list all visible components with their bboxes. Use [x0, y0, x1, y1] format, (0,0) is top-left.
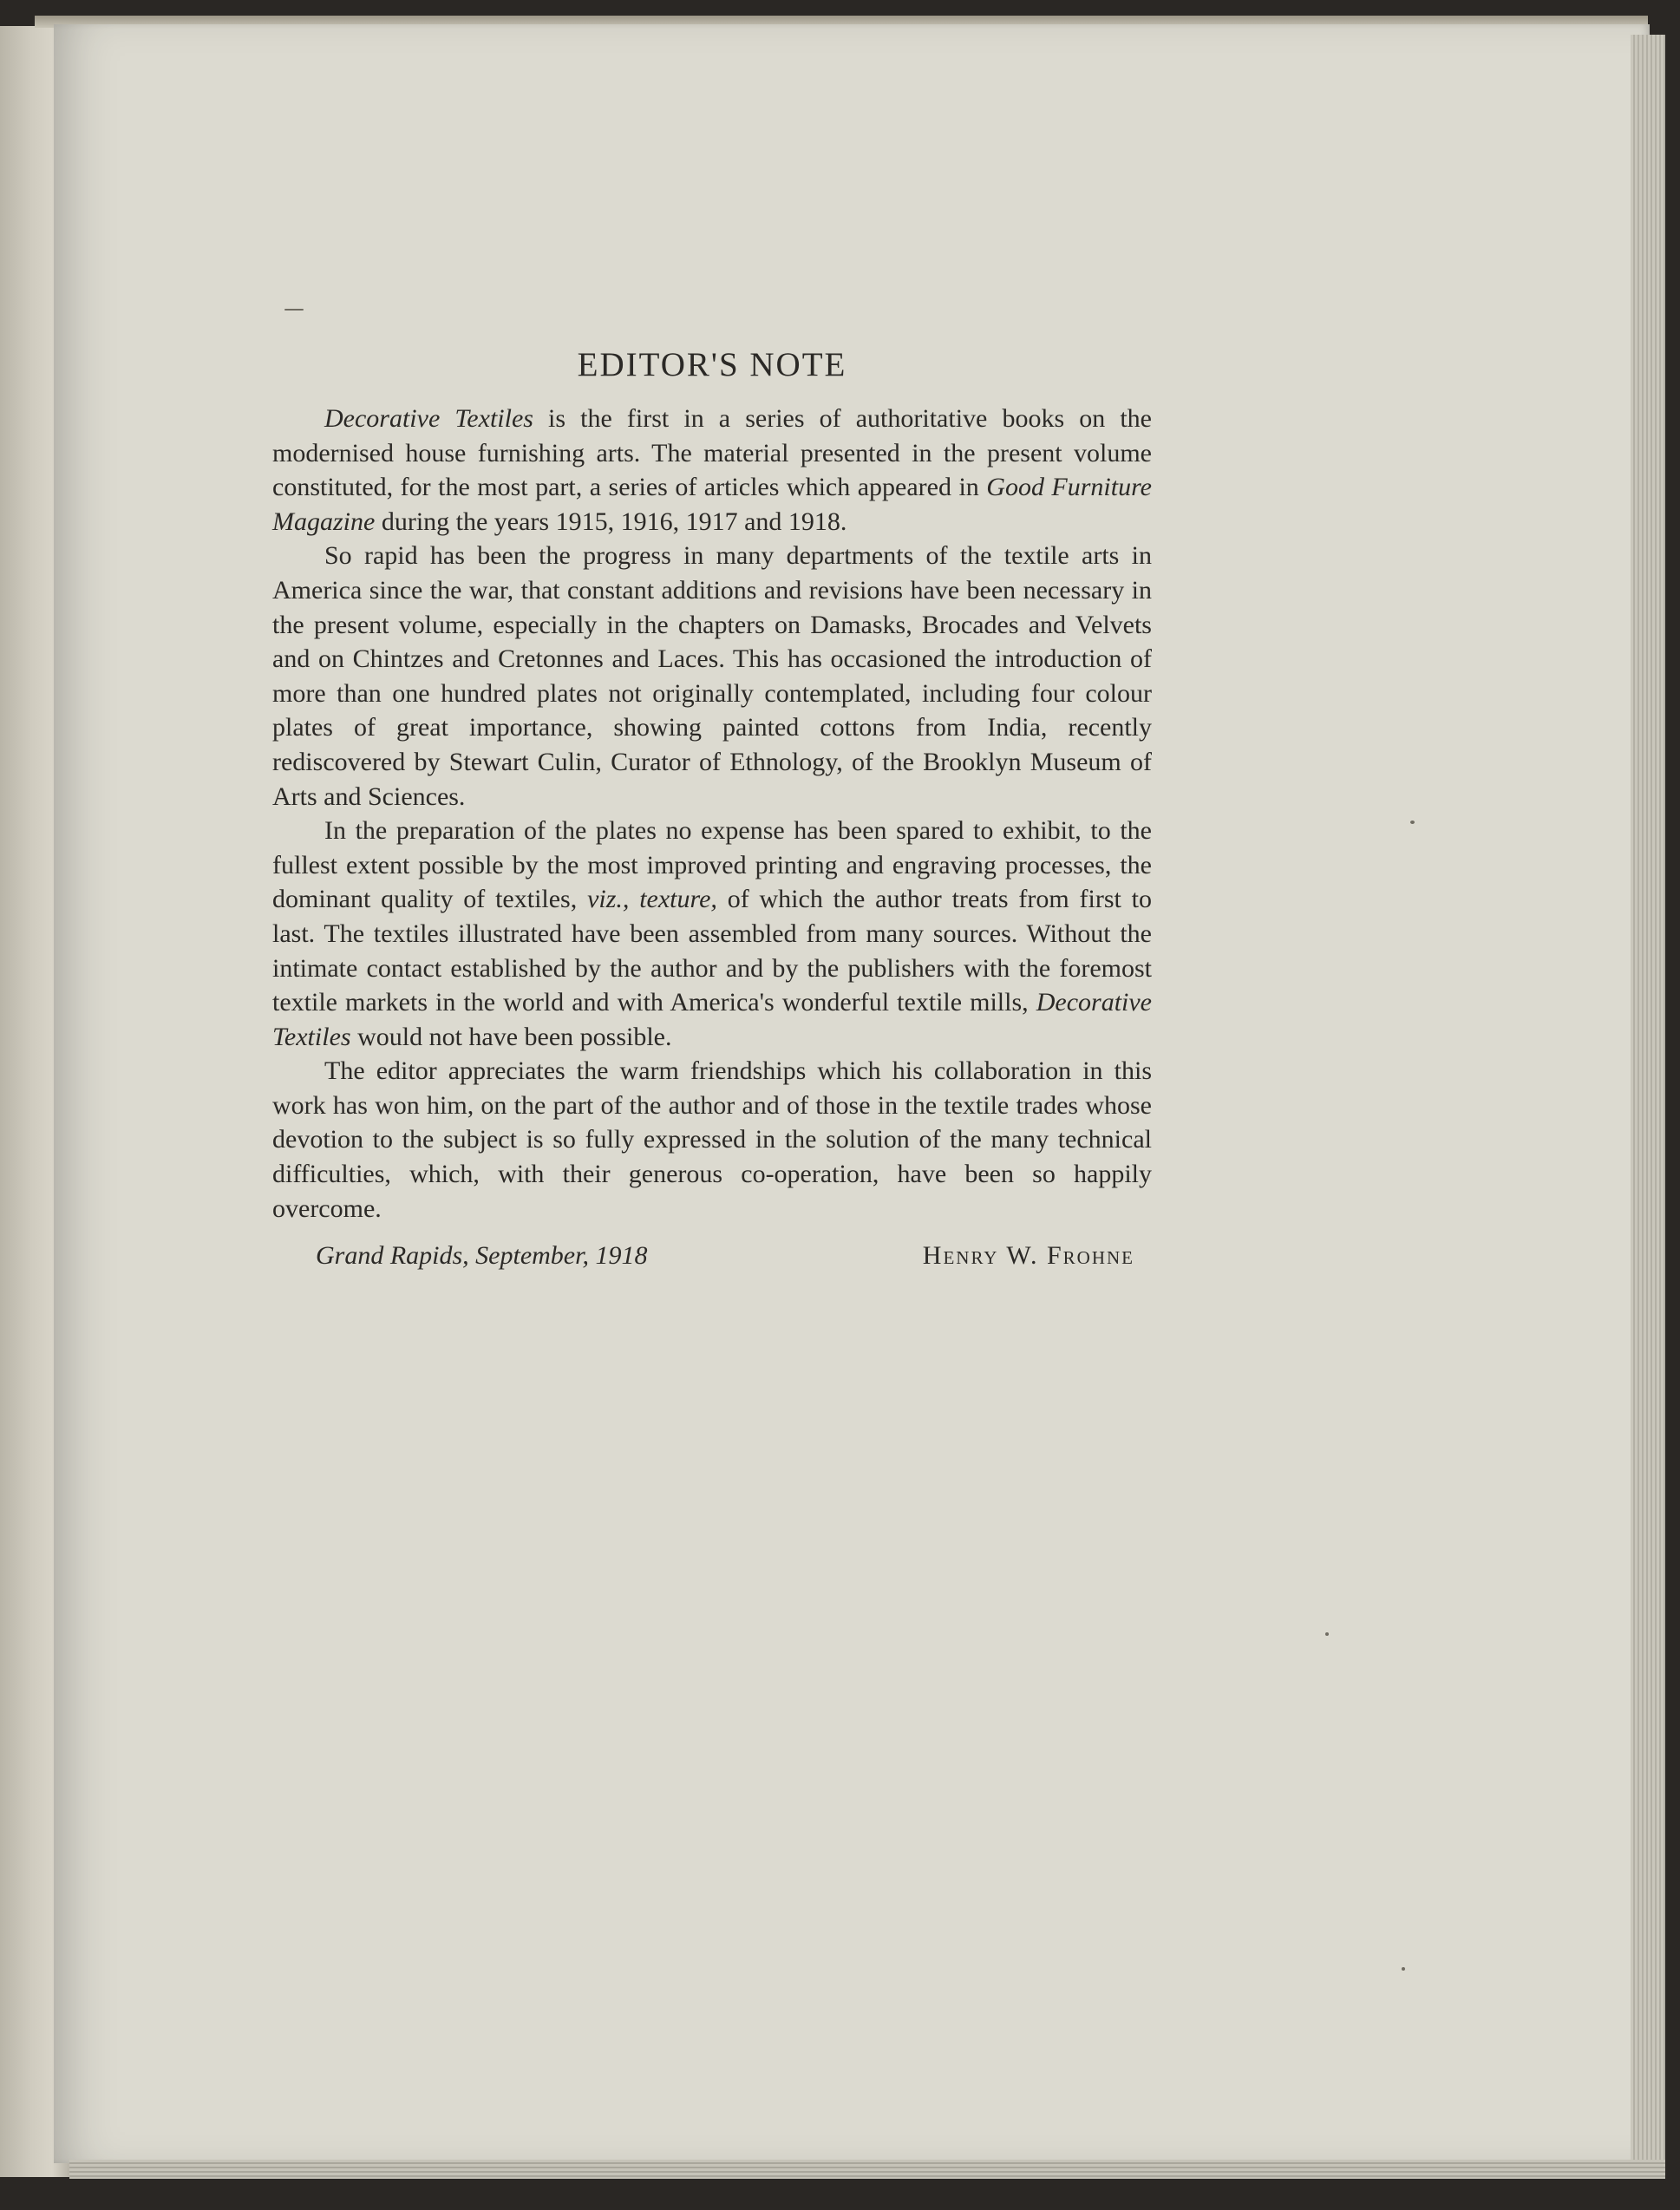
paragraph-3 — [272, 814, 1152, 1054]
paragraph-text: would not have been possible. — [350, 1022, 672, 1051]
editors-note-text-block — [272, 345, 1152, 1271]
magazine-title-italic: Good Furniture Magazine — [272, 473, 1152, 536]
signoff-line — [272, 1241, 1152, 1271]
book-title-italic: Decorative Textiles — [324, 404, 533, 433]
page-edge-stack-bottom — [69, 2160, 1665, 2179]
paper-speck — [1325, 1632, 1329, 1636]
book-title-italic: Decorative Textiles — [272, 988, 1152, 1051]
paper-speck — [284, 309, 304, 311]
paragraph-2: So rapid has been the progress in many departments of the textile arts in America since the war, that constant additions and revisions have been necessary in the present volume, especially in the chapters on Damasks, Brocades and Velvets and on Chintzes and Cretonnes and Laces. This has occasioned the introduction of more than one hundred plates not originally contemplated, including four colour plates of great importance, showing painted cottons from India, recently rediscovered by Stewart Culin, Curator of Ethnology, of the Brooklyn Museum of Arts and Sciences. — [272, 541, 1152, 811]
paragraph-text: In the preparation of the plates no expense has been spared to exhibit, to the fullest extent possible by the most improved printing and engraving processes, the dominant quality of textiles, — [272, 816, 1152, 914]
paragraph-4: The editor appreciates the warm friendships which his collaboration in this work has won him, on the part of the author and of those in the textile trades whose devotion to the subject is so fully expressed in the solution of the many technical difficulties, which, with their generous co-operation, have been so happily overcome. — [272, 1056, 1152, 1223]
author-signature: Henry W. Frohne — [922, 1241, 1134, 1271]
page-edge-stack-right — [1631, 35, 1665, 2168]
italic-phrase: viz., texture, — [587, 885, 717, 914]
page-title: EDITOR'S NOTE — [577, 346, 847, 383]
paragraph-1 — [272, 402, 1152, 539]
paper-speck — [1410, 821, 1415, 824]
paragraph-text: of which the author treats from first to last. The textiles illustrated have been assembled from many sources. Without the intimate contact established by the author and by the publishers with the foremost textile markets in the world and with America's wonderful textile mills, — [272, 885, 1152, 1017]
paper-speck — [1402, 1967, 1405, 1971]
paragraph-text: during the years 1915, 1916, 1917 and 1918. — [375, 507, 847, 536]
place-and-date: Grand Rapids, September, 1918 — [316, 1241, 648, 1271]
paragraph-text: is the first in a series of authoritative books on the modernised house furnishing arts. The material presented in the present volume constituted, for the most part, a series of articles which appeared in — [272, 404, 1152, 502]
